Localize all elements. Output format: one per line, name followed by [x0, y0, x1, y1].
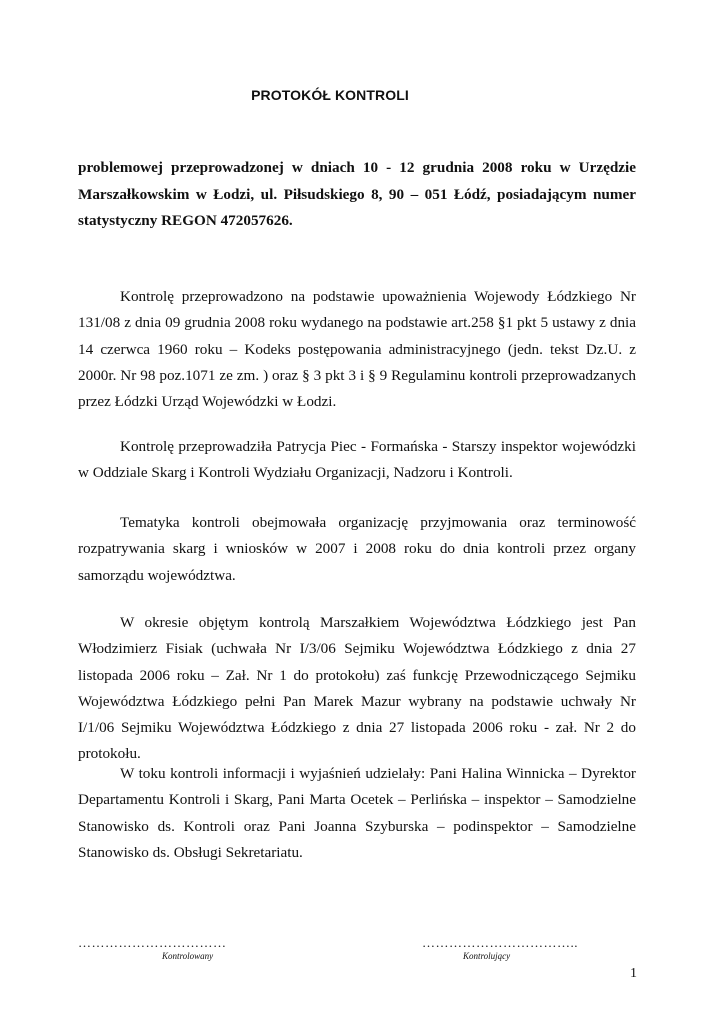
signature-line-inspected: ……………………………: [78, 935, 227, 950]
paragraph-inspector: Kontrolę przeprowadziła Patrycja Piec - Formańska - Starszy inspektor wojewódzki w Oddziale Skarg i Kontroli Wydziału Organizacji, Nadzoru i Kontroli.: [78, 438, 636, 482]
paragraph-legal-basis: Kontrolę przeprowadzono na podstawie upoważnienia Wojewody Łódzkiego Nr 131/08 z dnia 09 grudnia 2008 roku wydanego na podstawie art.258 §1 pkt 5 ustawy z dnia 14 czerwca 1960 roku – Kodeks postępowania administracyjnego (jedn. tekst Dz.U. z 2000r. Nr 98 poz.1071 ze zm. ) oraz § 3 pkt 3 i § 9 Regulaminu kontroli przeprowadzanych przez Łódzki Urząd Wojewódzki w Łodzi.: [78, 288, 636, 411]
document-title: PROTOKÓŁ KONTROLI: [251, 87, 409, 103]
signature-label-inspected: Kontrolowany: [162, 951, 214, 961]
page-number: 1: [630, 966, 637, 981]
paragraph-informants: W toku kontroli informacji i wyjaśnień udzielały: Pani Halina Winnicka – Dyrektor Departamentu Kontroli i Skarg, Pani Marta Ocetek – Perlińska – inspektor – Samodzielne Stanowisko ds. Kontroli oraz Pani Joanna Szyburska – podinspektor – Samodzielne Stanowisko ds. Obsługi Sekretariatu.: [78, 765, 636, 861]
paragraph-officials: W okresie objętym kontrolą Marszałkiem Województwa Łódzkiego jest Pan Włodzimierz Fisiak (uchwała Nr I/3/06 Sejmiku Województwa Łódzkiego z dnia 27 listopada 2006 roku – Zał. Nr 1 do protokołu) zaś funkcję Przewodniczącego Sejmiku Województwa Łódzkiego pełni Pan Marek Mazur wybrany na podstawie uchwały Nr I/1/06 Sejmiku Województwa Łódzkiego z dnia 27 listopada 2006 roku - zał. Nr 2 do protokołu.: [78, 614, 636, 763]
paragraph-scope: Tematyka kontroli obejmowała organizację przyjmowania oraz terminowość rozpatrywania skarg i wniosków w 2007 i 2008 roku do dnia kontroli przez organy samorządu województwa.: [78, 514, 636, 584]
document-subtitle: problemowej przeprowadzonej w dniach 10 - 12 grudnia 2008 roku w Urzędzie Marszałkowskim w Łodzi, ul. Piłsudskiego 8, 90 – 051 Łódź, posiadającym numer statystyczny REGON 472057626.: [78, 159, 636, 229]
signature-line-inspector: ……………………………..: [422, 935, 578, 950]
signature-label-inspector: Kontrolujący: [463, 951, 511, 961]
